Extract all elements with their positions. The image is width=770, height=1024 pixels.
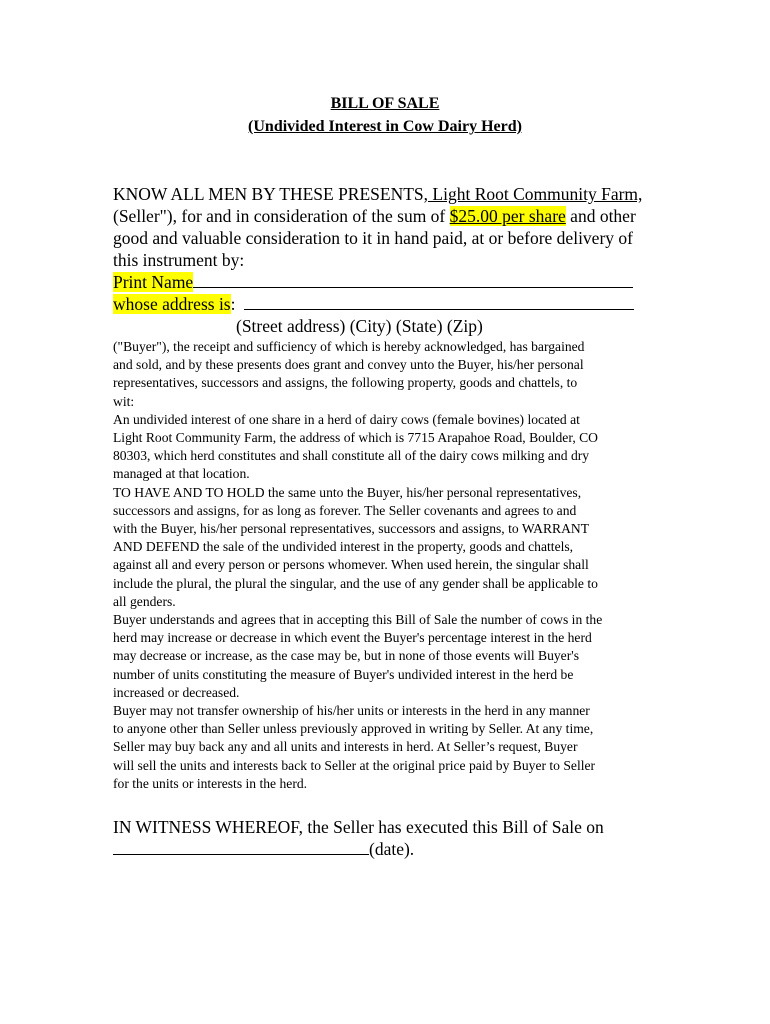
text-line: will sell the units and interests back to Seller at the original price paid by Buyer to Seller: [113, 757, 596, 773]
text-line: managed at that location.: [113, 466, 250, 482]
text-line: Light Root Community Farm, the address of which is 7715 Arapahoe Road, Boulder, CO: [113, 430, 599, 446]
text-line: 80303, which herd constitutes and shall constitute all of the dairy cows milking and dry: [113, 448, 590, 464]
document-subtitle: (Undivided Interest in Cow Dairy Herd): [248, 118, 522, 135]
text-line: number of units constituting the measure of Buyer's undivided interest in the herd be: [113, 666, 574, 682]
intro-line-3: good and valuable consideration to it in hand paid, at or before delivery of: [113, 228, 633, 248]
intro-consideration-text: (Seller"), for and in consideration of the sum of: [113, 206, 450, 226]
text-line: include the plural, the plural the singular, and the use of any gender shall be applicable to: [113, 575, 598, 591]
document-title: BILL OF SALE: [330, 95, 440, 112]
text-line: Buyer may not transfer ownership of his/her units or interests in the herd in any manner: [113, 703, 590, 719]
text-line: to anyone other than Seller unless previously approved in writing by Seller. At any time,: [113, 721, 594, 737]
address-label: whose address is: [113, 294, 231, 314]
seller-name: , Light Root Community Farm,: [423, 184, 643, 204]
text-line: all genders.: [113, 593, 176, 609]
intro-other-text: and other: [565, 206, 636, 226]
text-line: Buyer understands and agrees that in accepting this Bill of Sale the number of cows in the: [113, 612, 603, 628]
text-line: Seller may buy back any and all units and interests in herd. At Seller’s request, Buyer: [113, 739, 578, 755]
text-line: representatives, successors and assigns, the following property, goods and chattels, to: [113, 375, 578, 391]
address-hint: (Street address) (City) (State) (Zip): [236, 316, 483, 336]
price-per-share: $25.00 per share: [449, 206, 566, 226]
date-field[interactable]: [113, 840, 369, 855]
address-colon: :: [230, 294, 236, 314]
print-name-row: [113, 271, 673, 293]
text-line: wit:: [113, 393, 135, 409]
text-line: An undivided interest of one share in a herd of dairy cows (female bovines) located at: [113, 411, 580, 427]
text-line: AND DEFEND the sale of the undivided interest in the property, goods and chattels,: [113, 539, 574, 555]
address-row: [113, 293, 673, 315]
address-field[interactable]: [244, 295, 634, 310]
print-name-label: Print Name: [113, 272, 194, 292]
intro-line-1: [113, 183, 673, 205]
text-line: for the units or interests in the herd.: [113, 775, 308, 791]
intro-lead: KNOW ALL MEN BY THESE PRESENTS: [113, 184, 424, 204]
text-line: and sold, and by these presents does grant and convey unto the Buyer, his/her personal: [113, 357, 584, 373]
text-line: against all and every person or persons whomever. When used herein, the singular shall: [113, 557, 589, 573]
print-name-field[interactable]: [193, 273, 633, 288]
text-line: successors and assigns, for as long as forever. The Seller covenants and agrees to and: [113, 502, 577, 518]
intro-line-2: [113, 205, 673, 227]
intro-line-4: this instrument by:: [113, 250, 245, 270]
witness-line: IN WITNESS WHEREOF, the Seller has executed this Bill of Sale on: [113, 817, 604, 837]
text-line: ("Buyer"), the receipt and sufficiency of which is hereby acknowledged, has bargained: [113, 339, 585, 354]
date-label: (date).: [369, 839, 415, 859]
text-line: herd may increase or decrease in which event the Buyer's percentage interest in the herd: [113, 630, 592, 646]
paragraph-conveyance: [113, 338, 673, 793]
witness-date-row: [113, 838, 673, 860]
text-line: may decrease or increase, as the case may be, but in none of those events will Buyer's: [113, 648, 579, 664]
text-line: TO HAVE AND TO HOLD the same unto the Buyer, his/her personal representatives,: [113, 484, 582, 500]
text-line: with the Buyer, his/her personal representatives, successors and assigns, to WARRANT: [113, 521, 590, 537]
text-line: increased or decreased.: [113, 684, 240, 700]
